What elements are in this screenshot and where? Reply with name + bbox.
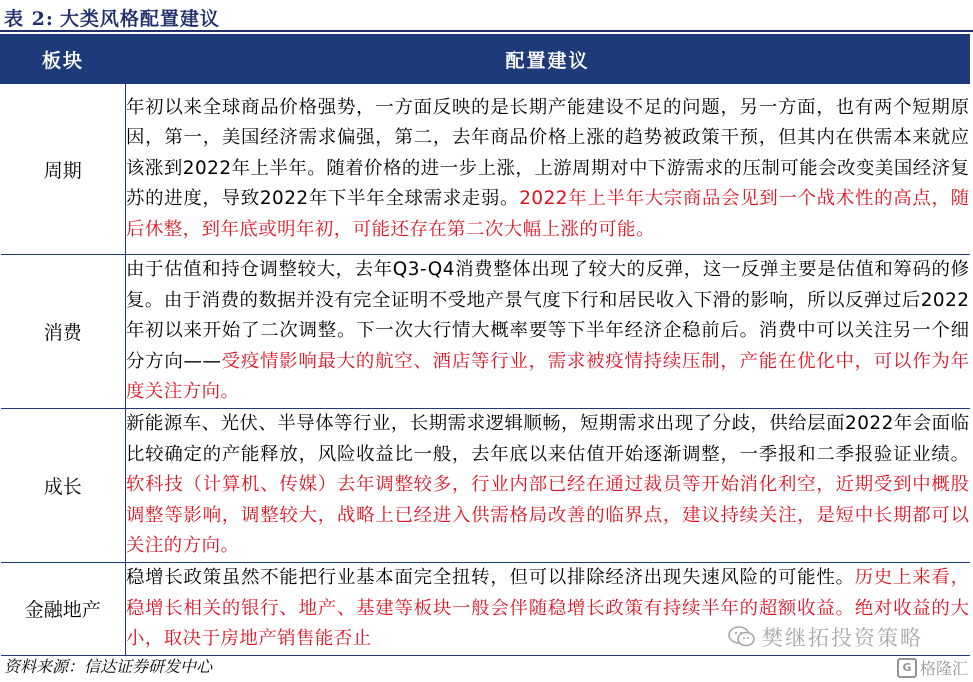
sector-cell: 周期	[1, 84, 126, 255]
watermark	[728, 622, 923, 652]
header-sector: 板块	[1, 35, 126, 84]
watermark-text: 樊继拓投资策略	[762, 626, 923, 650]
advice-highlight: 2022年上半年大宗商品会见到一个战术性的高点，随后休整，到年底或明年初，可能还存在第二次大幅上涨的可能。	[126, 188, 970, 240]
sector-cell: 消费	[1, 255, 126, 409]
advice-cell	[126, 84, 970, 255]
logo-text: 格隆汇	[920, 659, 969, 678]
allocation-table	[0, 34, 970, 656]
advice-text: 新能源车、光伏、半导体等行业，长期需求逻辑顺畅，短期需求出现了分歧，供给层面2022年会面临比较确定的产能释放，风险收益比一般，去年底以来估值开始逐渐调整，一季报和二季报验证业绩。	[126, 412, 970, 465]
gelonghui-logo	[897, 656, 968, 679]
advice-text: 由于估值和持仓调整较大，去年Q3-Q4消费整体出现了较大的反弹，这一反弹主要是估值和筹码的修复。由于消费的数据并没有完全证明不受地产景气度下行和居民收入下滑的影响，所以反弹过后2022年初以来开始了二次调整。下一次大行情大概率要等下半年经济企稳前后。消费中可以关注另一个细分方向——	[126, 259, 970, 372]
wechat-icon	[728, 626, 756, 648]
advice-highlight: 历史上来看，稳增长相关的银行、地产、基建等板块一般会伴随稳增长政策有持续半年的超额收益。绝对收益的大小，取决于房地产销售能否止	[126, 567, 970, 650]
table-row	[1, 84, 970, 255]
caption-rule	[0, 30, 973, 32]
table-caption	[4, 4, 220, 31]
table-header-row	[1, 35, 970, 84]
caption-title: 大类风格配置建议	[59, 8, 220, 30]
table-row	[1, 408, 970, 562]
advice-highlight: 软科技（计算机、传媒）去年调整较多，行业内部已经在通过裁员等开始消化利空，近期受到中概股调整等影响，调整较大，战略上已经进入供需格局改善的临界点，建议持续关注，是短中长期都可以关注的方向。	[126, 474, 970, 557]
logo-icon: G	[897, 658, 917, 678]
caption-label: 表 2:	[4, 8, 54, 30]
advice-cell	[126, 408, 970, 562]
advice-highlight: 受疫情影响最大的航空、酒店等行业，需求被疫情持续压制，产能在优化中，可以作为年度关注方向。	[126, 350, 970, 403]
sector-cell: 金融地产	[1, 562, 126, 655]
header-advice: 配置建议	[126, 35, 970, 84]
source-note: 资料来源：信达证券研发中心	[4, 657, 213, 676]
sector-cell: 成长	[1, 408, 126, 562]
table-row	[1, 255, 970, 409]
advice-cell	[126, 255, 970, 409]
advice-text: 年初以来全球商品价格强势，一方面反映的是长期产能建设不足的问题，另一方面，也有两个短期原因，第一，美国经济需求偏强，第二，去年商品价格上涨的趋势被政策干预，但其内在供需本来就应该涨到2022年上半年。随着价格的进一步上涨，上游周期对中下游需求的压制可能会改变美国经济复苏的进度，导致2022年下半年全球需求走弱。	[126, 96, 970, 210]
advice-text: 稳增长政策虽然不能把行业基本面完全扭转，但可以排除经济出现失速风险的可能性。	[126, 567, 855, 589]
